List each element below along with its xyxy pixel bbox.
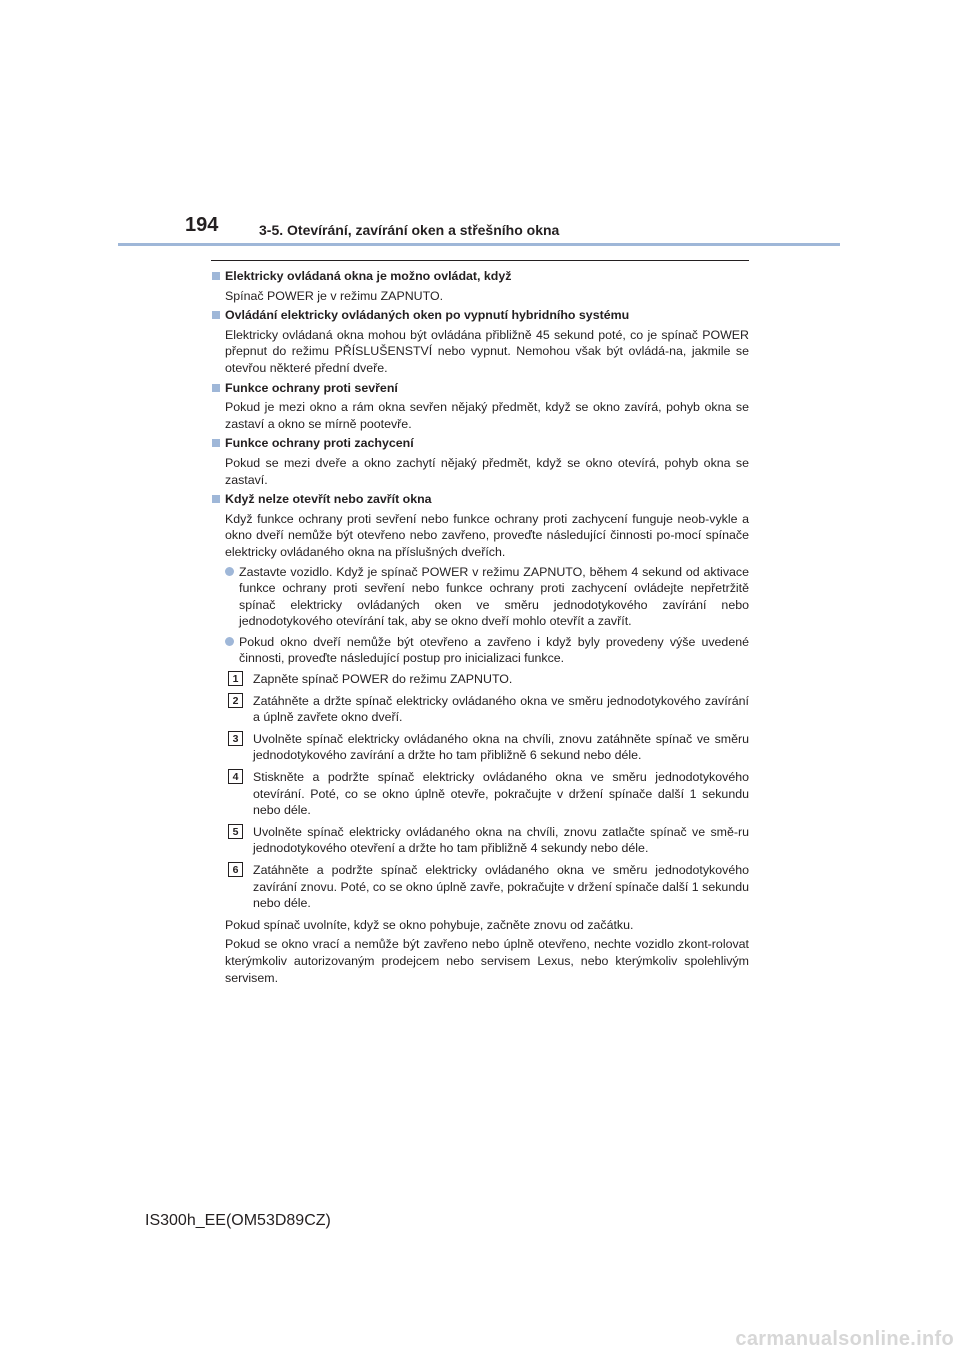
step-item: 6 Zatáhněte a podržte spínač elektricky ovládaného okna ve směru jednodotykového zavírání znovu. Poté, co se okno úplně zavře, pokračujte v držení spínače další 1 sekundu nebo déle. (211, 862, 749, 912)
section-text: Když funkce ochrany proti sevření nebo funkce ochrany proti zachycení funguje neob-vykle a okno dveří nemůže být otevřeno nebo zavřeno, proveďte následující činnosti po-mocí spínače elektricky ovládaného okna na příslušných dveřích. (225, 511, 749, 559)
section-title: Funkce ochrany proti sevření (211, 380, 749, 397)
step-number-badge: 3 (228, 731, 243, 746)
step-item: 2 Zatáhněte a držte spínač elektricky ovládaného okna ve směru jednodotykového zavírání a úplně zavřete okno dveří. (211, 693, 749, 726)
step-number-badge: 4 (228, 769, 243, 784)
page-header (0, 0, 960, 250)
page-number: 194 (185, 214, 219, 236)
square-bullet-icon (212, 272, 220, 280)
section-window-cannot-open-close (211, 491, 749, 986)
closing-text: Pokud se okno vrací a nemůže být zavřeno nebo úplně otevřeno, nechte vozidlo zkont-rolovat kterýmkoliv autorizovaným prodejcem nebo servisem Lexus, nebo kterýmkoliv spolehlivým servisem. (225, 937, 749, 985)
step-item: 3 Uvolněte spínač elektricky ovládaného okna na chvíli, znovu zatáhněte spínač ve směru jednodotykového zavírání a držte ho tam přibližně 6 sekund nebo déle. (211, 731, 749, 764)
step-item: 4 Stiskněte a podržte spínač elektricky ovládaného okna ve směru jednodotykového otevírání. Poté, co se okno úplně otevře, pokračujte v držení spínače další 1 sekundu nebo déle. (211, 769, 749, 819)
section-text: Pokud je mezi okno a rám okna sevřen nějaký předmět, když se okno zavírá, pohyb okna se zastaví a okno se mírně pootevře. (225, 400, 749, 431)
step-number-badge: 2 (228, 693, 243, 708)
document-code: IS300h_EE(OM53D89CZ) (145, 1212, 331, 1229)
list-item: Zastavte vozidlo. Když je spínač POWER v režimu ZAPNUTO, během 4 sekund od aktivace funkce ochrany proti sevření nebo funkce ochrany proti zachycení ovládejte nepřetržitě spínač elektricky ovládaných oken ve směru jednodotykového zavírání nebo jednodotykového otevírání tak, aby se okno dveří mohlo otevřít a zavřít. (211, 564, 749, 630)
section-jam-protection (211, 380, 749, 433)
square-bullet-icon (212, 495, 220, 503)
step-number-badge: 5 (228, 824, 243, 839)
page-content (211, 268, 749, 989)
header-divider (118, 243, 840, 246)
section-after-hybrid-off (211, 307, 749, 376)
step-item: 5 Uvolněte spínač elektricky ovládaného okna na chvíli, znovu zatlačte spínač ve smě-ru jednodotykového otevření a držte ho tam přibližně 4 sekundy nebo déle. (211, 824, 749, 857)
square-bullet-icon (212, 311, 220, 319)
list-item: Pokud okno dveří nemůže být otevřeno a zavřeno i když byly provedeny výše uvedené činnosti, proveďte následující postup pro inicializaci funkce. (211, 634, 749, 667)
step-number-badge: 1 (228, 671, 243, 686)
section-text: Spínač POWER je v režimu ZAPNUTO. (225, 288, 444, 303)
section-power-windows-operable (211, 268, 749, 304)
section-title: Funkce ochrany proti zachycení (211, 435, 749, 452)
section-catch-protection (211, 435, 749, 488)
round-bullet-icon (225, 637, 234, 646)
section-text: Elektricky ovládaná okna mohou být ovládána přibližně 45 sekund poté, co je spínač POWER přepnut do režimu PŘÍSLUŠENSTVÍ nebo vypnut. Nemohou však být ovládá-na, jakmile se otevřou některé přední dveře. (225, 327, 749, 375)
square-bullet-icon (212, 439, 220, 447)
section-title: Elektricky ovládaná okna je možno ovládat, když (211, 268, 749, 285)
section-text: Pokud se mezi dveře a okno zachytí nějaký předmět, když se okno otevírá, pohyb okna se zastaví. (225, 455, 749, 487)
step-item: 1 Zapněte spínač POWER do režimu ZAPNUTO. (211, 671, 749, 688)
closing-text: Pokud spínač uvolníte, když se okno pohybuje, začněte znovu od začátku. (225, 917, 634, 932)
section-title: Ovládání elektricky ovládaných oken po vypnutí hybridního systému (211, 307, 749, 324)
content-divider (211, 260, 749, 261)
section-title: Když nelze otevřít nebo zavřít okna (211, 491, 749, 508)
watermark: carmanualsonline.info (735, 1328, 954, 1350)
square-bullet-icon (212, 384, 220, 392)
round-bullet-icon (225, 567, 234, 576)
chapter-title: 3-5. Otevírání, zavírání oken a střešního okna (259, 222, 560, 238)
step-number-badge: 6 (228, 862, 243, 877)
